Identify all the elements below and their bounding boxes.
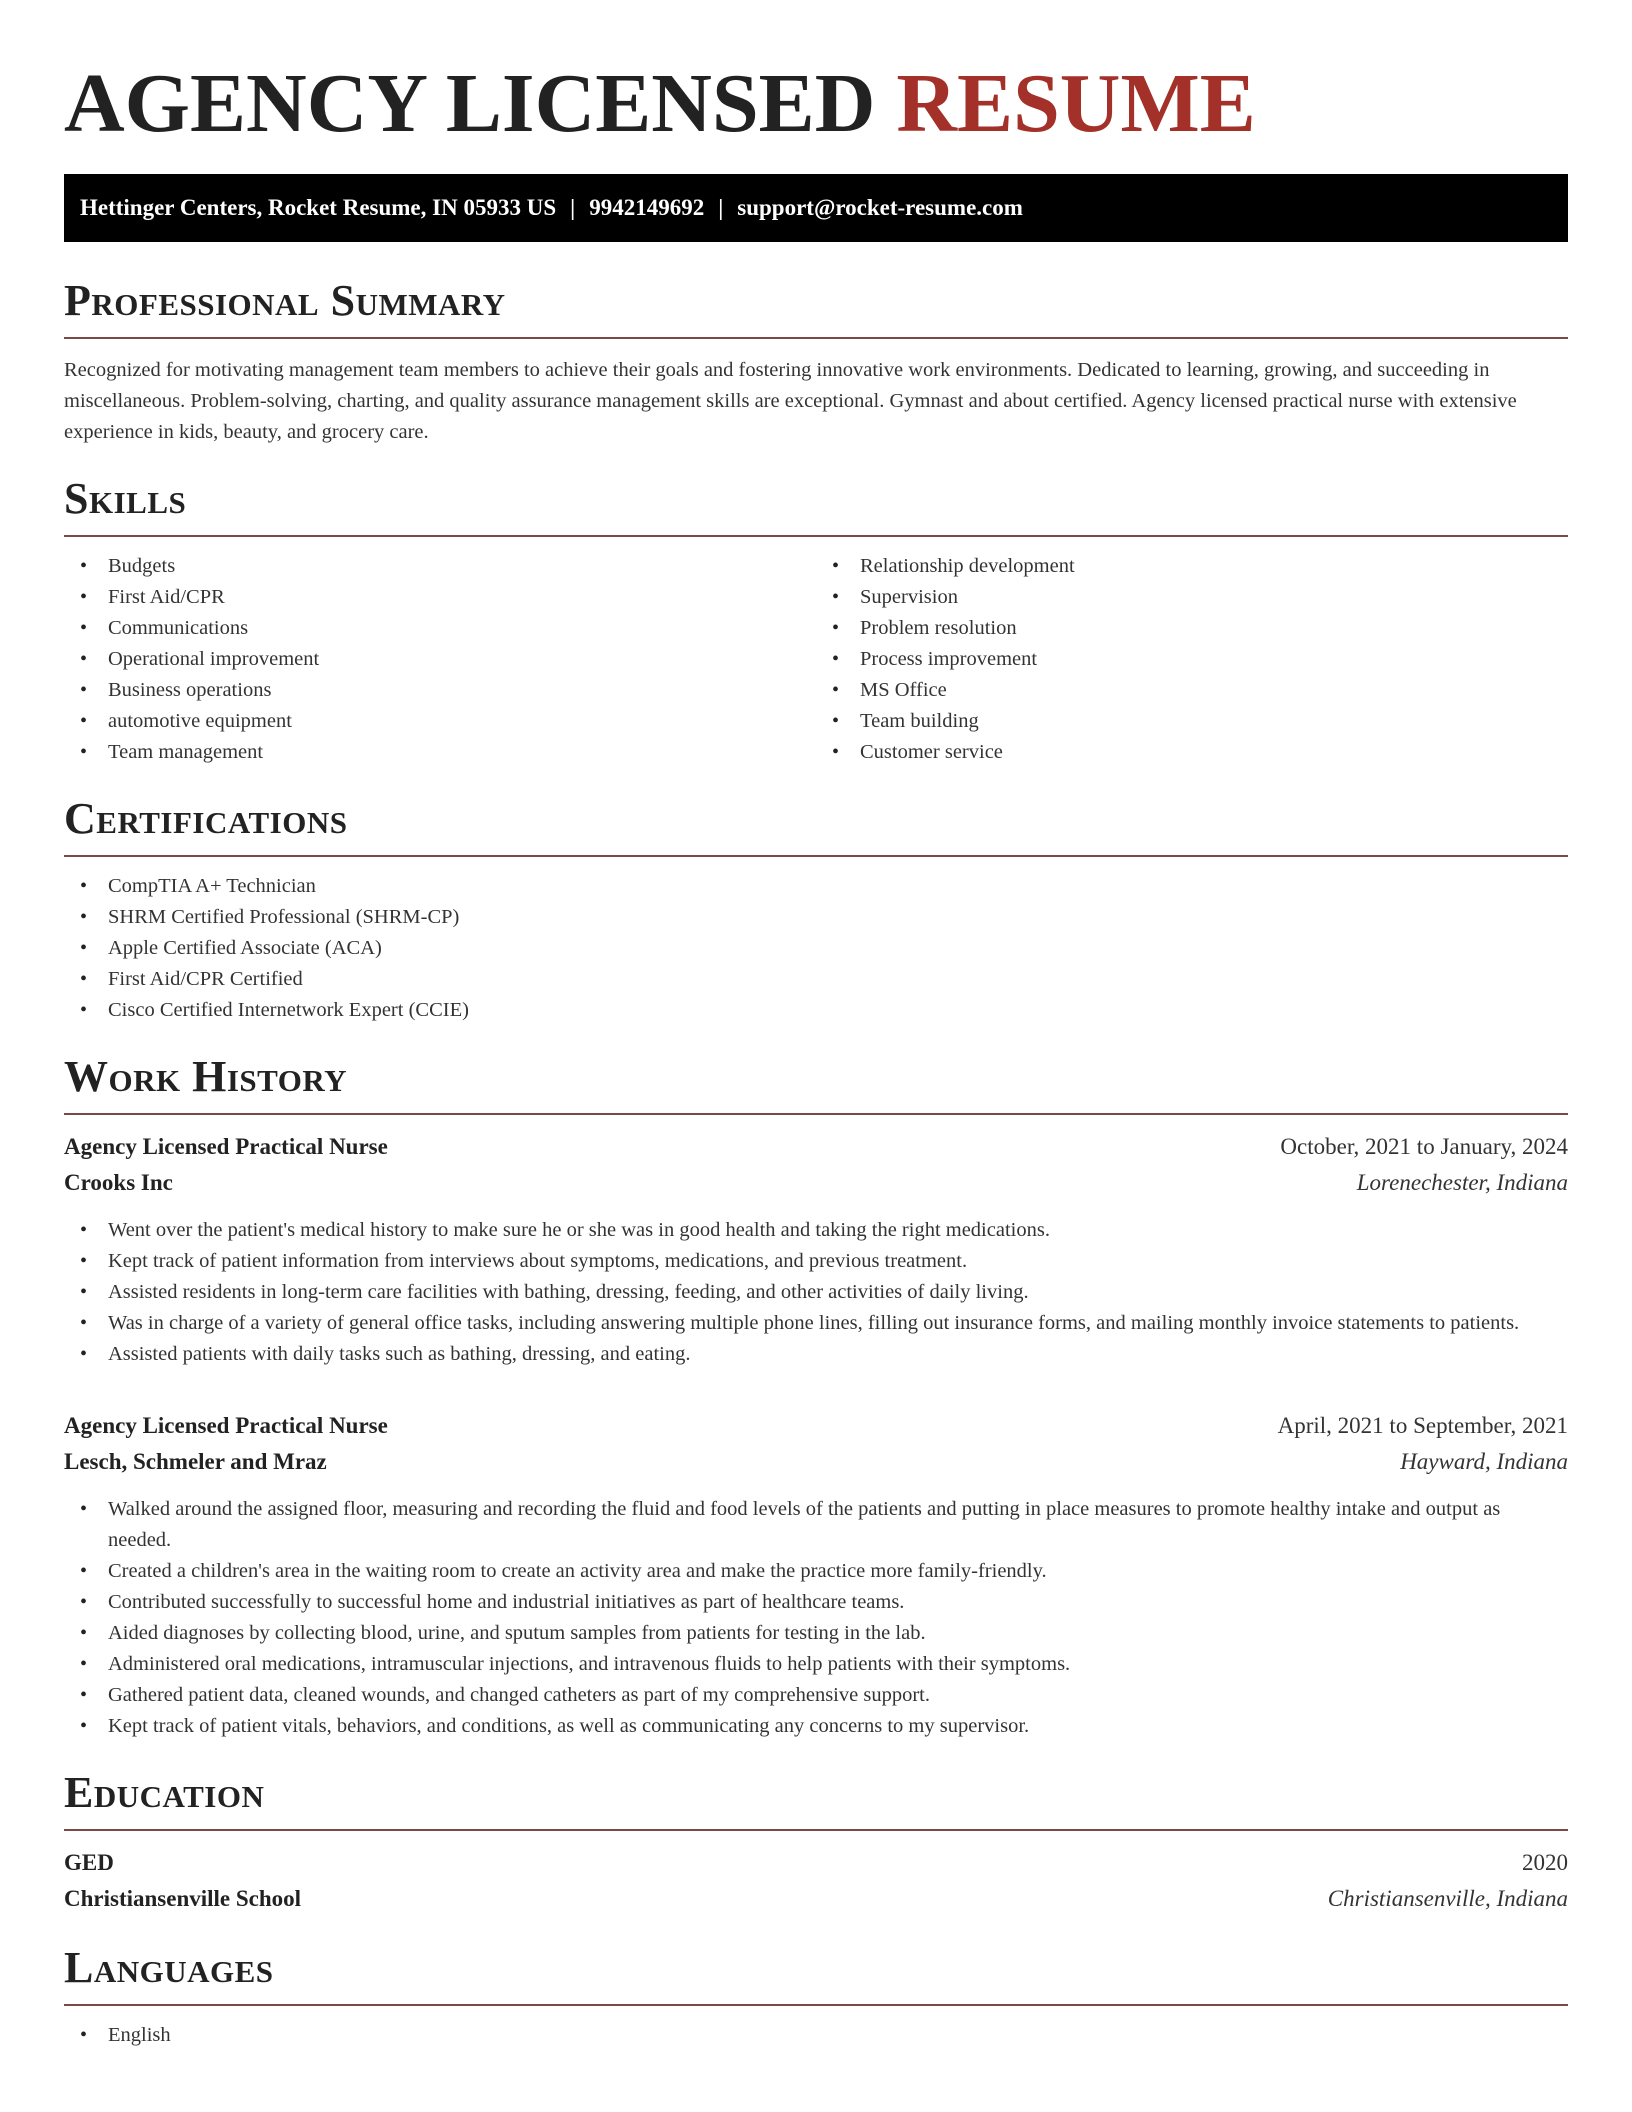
education-header bbox=[64, 1845, 1568, 1881]
job-duty: • Was in charge of a variety of general office tasks, including answering multiple phone lines, filling out insurance forms, and mailing monthly invoice statements to patients. bbox=[108, 1308, 1568, 1339]
job-location: Lorenechester, Indiana bbox=[1356, 1170, 1568, 1195]
section-divider bbox=[64, 535, 1568, 537]
skill-item: • MS Office bbox=[860, 675, 1568, 706]
skill-item: • Operational improvement bbox=[108, 644, 816, 675]
languages-section bbox=[64, 1943, 1568, 2051]
job-duty: • Kept track of patient information from interviews about symptoms, medications, and previous treatment. bbox=[108, 1246, 1568, 1277]
job-duty: • Assisted patients with daily tasks such as bathing, dressing, and eating. bbox=[108, 1339, 1568, 1370]
language-item: • English bbox=[108, 2020, 1568, 2051]
summary-text: Recognized for motivating management team members to achieve their goals and fostering innovative work environments. Dedicated to learning, growing, and succeeding in miscellaneous. Problem-solving, charting, and quality assurance management skills are exceptional. Gymnast and about certified. Agency licensed practical nurse with extensive experience in kids, beauty, and grocery care. bbox=[64, 359, 1517, 443]
certification-item: • SHRM Certified Professional (SHRM-CP) bbox=[108, 902, 1568, 933]
education-degree: GED bbox=[64, 1850, 114, 1875]
work-history-section bbox=[64, 1052, 1568, 1742]
skill-item: • Budgets bbox=[108, 551, 816, 582]
skill-item: • Customer service bbox=[860, 737, 1568, 768]
skill-item: • Team building bbox=[860, 706, 1568, 737]
skills-list-right bbox=[816, 551, 1568, 768]
job-subheader bbox=[64, 1165, 1568, 1201]
skill-item: • First Aid/CPR bbox=[108, 582, 816, 613]
section-divider bbox=[64, 1113, 1568, 1115]
certification-item: • CompTIA A+ Technician bbox=[108, 871, 1568, 902]
job-entry bbox=[64, 1129, 1568, 1370]
contact-address: Hettinger Centers, Rocket Resume, IN 05933 US bbox=[80, 195, 557, 220]
section-divider bbox=[64, 855, 1568, 857]
title-accent: RESUME bbox=[896, 57, 1256, 150]
job-title: Agency Licensed Practical Nurse bbox=[64, 1134, 388, 1159]
job-dates: April, 2021 to September, 2021 bbox=[1277, 1413, 1568, 1438]
job-duty: • Assisted residents in long-term care facilities with bathing, dressing, feeding, and other activities of daily living. bbox=[108, 1277, 1568, 1308]
job-duty: • Administered oral medications, intramuscular injections, and intravenous fluids to help patients with their symptoms. bbox=[108, 1649, 1568, 1680]
job-entry bbox=[64, 1408, 1568, 1742]
job-duty: • Aided diagnoses by collecting blood, urine, and sputum samples from patients for testing in the lab. bbox=[108, 1618, 1568, 1649]
job-duty: • Created a children's area in the waiting room to create an activity area and make the practice more family-friendly. bbox=[108, 1556, 1568, 1587]
job-title: Agency Licensed Practical Nurse bbox=[64, 1413, 388, 1438]
education-heading: Education bbox=[64, 1768, 265, 1817]
education-school: Christiansenville School bbox=[64, 1886, 302, 1911]
skills-grid bbox=[64, 551, 1568, 768]
job-duty: • Walked around the assigned floor, measuring and recording the fluid and food levels of the patients and putting in place measures to promote healthy intake and output as needed. bbox=[108, 1494, 1568, 1556]
section-divider bbox=[64, 1829, 1568, 1831]
education-location: Christiansenville, Indiana bbox=[1327, 1886, 1568, 1911]
contact-bar bbox=[64, 174, 1568, 242]
job-duty: • Gathered patient data, cleaned wounds, and changed catheters as part of my comprehensive support. bbox=[108, 1680, 1568, 1711]
job-subheader bbox=[64, 1444, 1568, 1480]
certifications-list bbox=[64, 871, 1568, 1026]
summary-heading: Professional Summary bbox=[64, 276, 506, 325]
skill-item: • Supervision bbox=[860, 582, 1568, 613]
resume-title bbox=[64, 0, 1568, 150]
job-duties-list bbox=[64, 1215, 1568, 1370]
contact-phone: 9942149692 bbox=[589, 195, 705, 220]
skills-section bbox=[64, 474, 1568, 768]
education-entry bbox=[64, 1845, 1568, 1917]
skill-item: • Problem resolution bbox=[860, 613, 1568, 644]
certifications-heading: Certifications bbox=[64, 794, 348, 843]
skill-item: • automotive equipment bbox=[108, 706, 816, 737]
section-divider bbox=[64, 337, 1568, 339]
education-subheader bbox=[64, 1881, 1568, 1917]
certification-item: • First Aid/CPR Certified bbox=[108, 964, 1568, 995]
contact-separator: | bbox=[570, 195, 576, 220]
job-header bbox=[64, 1408, 1568, 1444]
job-duties-list bbox=[64, 1494, 1568, 1742]
skill-item: • Team management bbox=[108, 737, 816, 768]
skill-item: • Process improvement bbox=[860, 644, 1568, 675]
job-duty: • Went over the patient's medical history to make sure he or she was in good health and taking the right medications. bbox=[108, 1215, 1568, 1246]
skill-item: • Business operations bbox=[108, 675, 816, 706]
summary-section bbox=[64, 276, 1568, 448]
section-divider bbox=[64, 2004, 1568, 2006]
languages-list bbox=[64, 2020, 1568, 2051]
job-header bbox=[64, 1129, 1568, 1165]
job-company: Lesch, Schmeler and Mraz bbox=[64, 1449, 327, 1474]
skill-item: • Relationship development bbox=[860, 551, 1568, 582]
work-history-heading: Work History bbox=[64, 1052, 348, 1101]
certification-item: • Cisco Certified Internetwork Expert (CCIE) bbox=[108, 995, 1568, 1026]
job-duty: • Kept track of patient vitals, behaviors, and conditions, as well as communicating any concerns to my supervisor. bbox=[108, 1711, 1568, 1742]
education-year: 2020 bbox=[1522, 1850, 1568, 1875]
contact-separator: | bbox=[718, 195, 724, 220]
certification-item: • Apple Certified Associate (ACA) bbox=[108, 933, 1568, 964]
skills-list-left bbox=[64, 551, 816, 768]
job-company: Crooks Inc bbox=[64, 1170, 173, 1195]
skills-heading: Skills bbox=[64, 474, 187, 523]
title-main: AGENCY LICENSED bbox=[64, 57, 876, 150]
job-location: Hayward, Indiana bbox=[1400, 1449, 1568, 1474]
certifications-section bbox=[64, 794, 1568, 1026]
contact-email: support@rocket-resume.com bbox=[737, 195, 1023, 220]
education-section bbox=[64, 1768, 1568, 1917]
job-dates: October, 2021 to January, 2024 bbox=[1280, 1134, 1568, 1159]
skill-item: • Communications bbox=[108, 613, 816, 644]
languages-heading: Languages bbox=[64, 1943, 274, 1992]
job-duty: • Contributed successfully to successful home and industrial initiatives as part of healthcare teams. bbox=[108, 1587, 1568, 1618]
